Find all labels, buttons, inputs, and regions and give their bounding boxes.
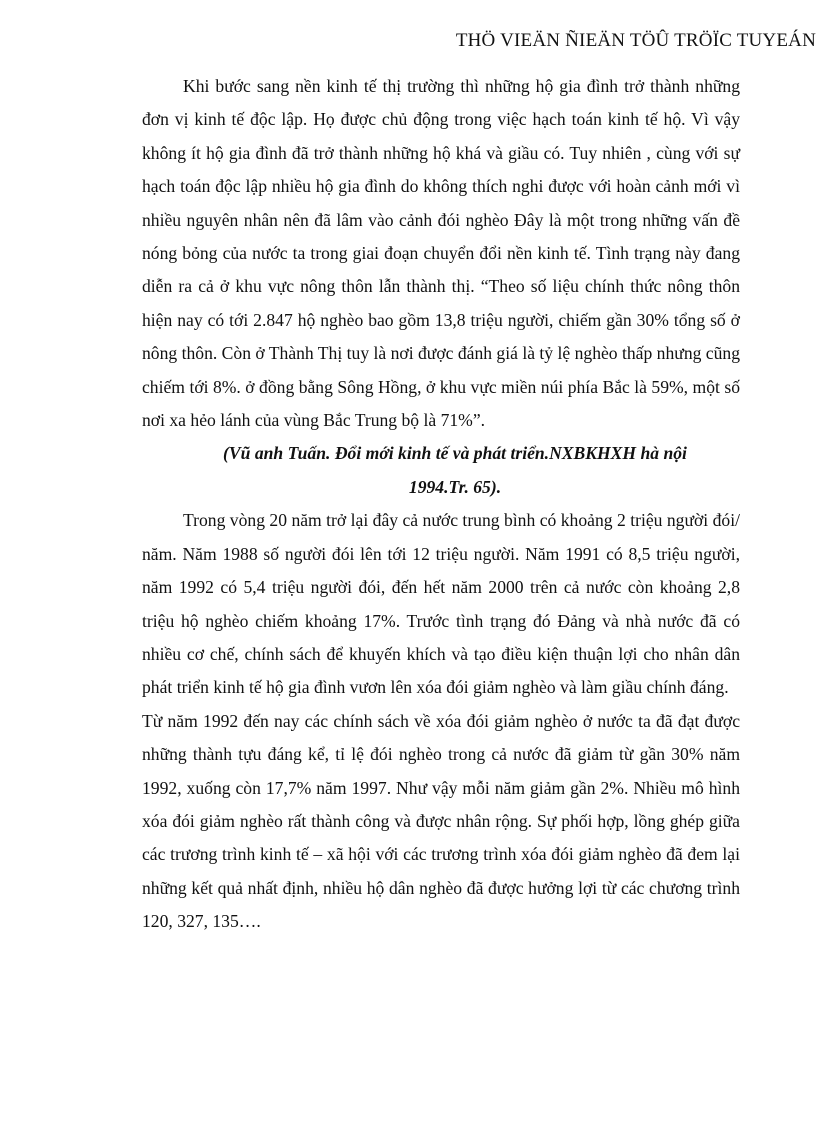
paragraph-3: Từ năm 1992 đến nay các chính sách về xóa đói giảm nghèo ở nước ta đã đạt được những thành tựu đáng kể, tỉ lệ đói nghèo trong cả nước đã giảm từ gần 30% năm 1992, xuống còn 17,7% năm 1997. Như vậy mỗi năm giảm gần 2%. Nhiều mô hình xóa đói giảm nghèo rất thành công và được nhân rộng. Sự phối hợp, lồng ghép giữa các trương trình kinh tế – xã hội với các trương trình xóa đói giảm nghèo đã đem lại những kết quả nhất định, nhiều hộ dân nghèo đã được hưởng lợi từ các chương trình 120, 327, 135…. bbox=[142, 710, 740, 932]
paragraph-2: Trong vòng 20 năm trở lại đây cả nước trung bình có khoảng 2 triệu người đói/ năm. Năm 1988 số người đói lên tới 12 triệu người. Năm 1991 có 8,5 triệu người, năm 1992 có 5,4 triệu người đói, đến hết năm 2000 trên cả nước còn khoảng 2,8 triệu hộ nghèo chiếm khoảng 17%. Trước tình trạng đó Đảng và nhà nước đã có nhiều cơ chế, chính sách để khuyến khích và tạo điều kiện thuận lợi cho nhân dân phát triển kinh tế hộ gia đình vươn lên xóa đói giảm nghèo và làm giầu chính đáng. bbox=[142, 510, 740, 698]
citation bbox=[142, 437, 740, 504]
paragraph-1: Khi bước sang nền kinh tế thị trường thì những hộ gia đình trở thành những đơn vị kinh tế độc lập. Họ được chủ động trong việc hạch toán kinh tế hộ. Vì vậy không ít hộ gia đình đã trở thành những hộ khá và giầu có. Tuy nhiên , cùng với sự hạch toán độc lập nhiều hộ gia đình do không thích nghi được với hoàn cảnh mới vì nhiều nguyên nhân nên đã lâm vào cảnh đói nghèo Đây là một trong những vấn đề nóng bỏng của nước ta trong giai đoạn chuyển đổi nền kinh tế. Tình trạng này đang diễn ra cả ở khu vực nông thôn lẫn thành thị. “Theo số liệu chính thức nông thôn hiện nay có tới 2.847 hộ nghèo bao gồm 13,8 triệu người, chiếm gần 30% tổng số ở nông thôn. Còn ở Thành Thị tuy là nơi được đánh giá là tỷ lệ nghèo thấp nhưng cũng chiếm tới 8%. ở đồng bằng Sông Hồng, ở khu vực miền núi phía Bắc là 59%, một số nơi xa hẻo lánh của vùng Bắc Trung bộ là 71%”. bbox=[142, 76, 741, 431]
page-header: THÖ VIEÄN ÑIEÄN TÖÛ TRÖÏC TUYEÁN bbox=[455, 30, 816, 51]
citation-line-2: 1994.Tr. 65). bbox=[408, 476, 502, 497]
document-body bbox=[142, 70, 740, 939]
citation-line-1: (Vũ anh Tuấn. Đổi mới kinh tế và phát triển.NXBKHXH hà nội bbox=[223, 443, 687, 464]
